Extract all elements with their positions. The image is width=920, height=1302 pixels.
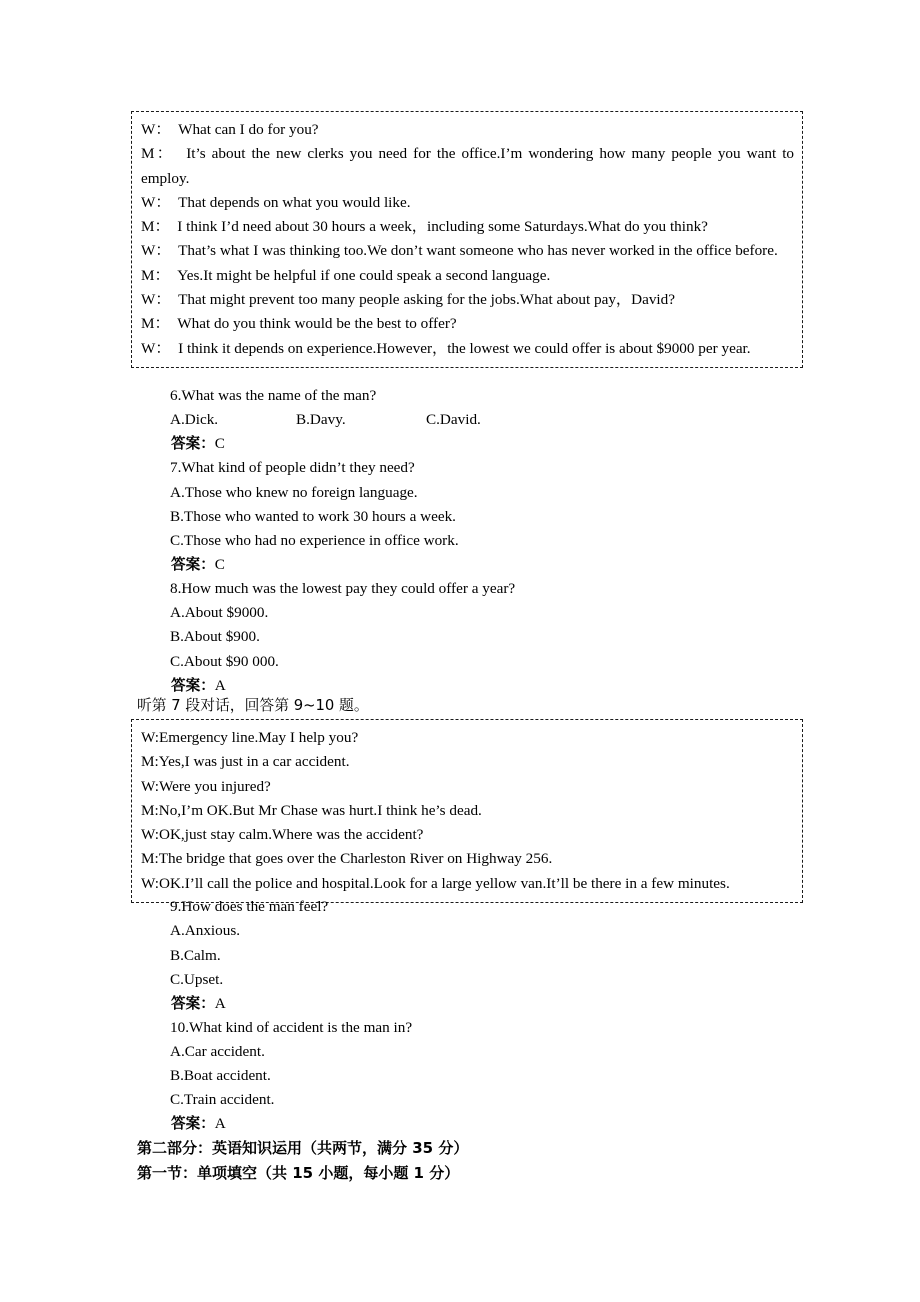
dialogue-text: I think I’d need about 30 hours a week，including some Saturdays.What do you think? [177,218,708,236]
question-9-answer [171,992,226,1016]
speaker-label: W： [141,193,171,211]
dialogue-line: M:The bridge that goes over the Charleston River on Highway 256. [141,850,553,868]
speaker-label: M： [141,218,170,236]
dialogue-line [141,142,794,191]
dialogue-text: What can I do for you? [178,121,319,138]
dialogue-text: It’s about the new clerks you need for the office.I’m wondering how many people you want to employ. [141,145,795,187]
dialogue-text: I think it depends on experience.However，the lowest we could offer is about $9000 per year. [178,339,751,357]
question-10-option-b[interactable]: B.Boat accident. [170,1067,271,1084]
answer-value: C [214,435,225,452]
dialogue-line [141,191,794,215]
question-7-option-c[interactable]: C.Those who had no experience in office work. [170,532,459,549]
question-8-option-a[interactable]: A.About $9000. [170,604,269,621]
dialogue-line: M:No,I’m OK.But Mr Chase was hurt.I think he’s dead. [141,801,482,819]
dialogue-text: Yes.It might be helpful if one could speak a second language. [177,266,551,284]
question-10-answer [171,1112,226,1136]
answer-value: A [214,677,226,694]
question-6-options [170,408,730,432]
question-7-option-b[interactable]: B.Those who wanted to work 30 hours a week. [170,508,456,525]
dialogue-line [141,337,794,361]
speaker-label: W： [141,242,171,260]
question-7-stem: 7.What kind of people didn’t they need? [170,459,415,476]
dialogue-line [141,312,794,336]
dialogue-line [141,118,794,142]
question-10-option-a[interactable]: A.Car accident. [170,1043,265,1060]
speaker-label: M： [141,266,170,284]
answer-label: 答案： [171,677,215,694]
dialogue-line: M:Yes,I was just in a car accident. [141,753,350,771]
speaker-label: W： [141,339,171,357]
question-6-option-a[interactable]: A.Dick. [170,411,219,428]
question-6-answer [171,432,225,456]
speaker-label: M： [141,145,175,163]
listening-instruction: 听第 7 段对话，回答第 9~10 题。 [137,697,369,714]
question-10-stem: 10.What kind of accident is the man in? [170,1019,413,1036]
dialogue-line: W:Were you injured? [141,777,271,795]
question-8-stem: 8.How much was the lowest pay they could offer a year? [170,580,516,597]
answer-label: 答案： [171,435,215,452]
dialogue-line: W:OK,just stay calm.Where was the accident? [141,826,424,844]
transcript-box-dialogue-6-8 [131,111,803,368]
question-7-option-a[interactable]: A.Those who knew no foreign language. [170,484,418,501]
answer-label: 答案： [171,556,215,573]
question-7-answer [171,553,225,577]
question-8-option-b[interactable]: B.About $900. [170,628,260,645]
transcript-box-dialogue-9-10 [131,719,803,903]
answer-label: 答案： [171,1115,215,1132]
question-6-option-c[interactable]: C.David. [426,411,481,428]
answer-value: A [214,1115,226,1132]
question-6-option-b[interactable]: B.Davy. [296,411,346,428]
dialogue-line: W:Emergency line.May I help you? [141,729,359,746]
dialogue-line [141,288,794,312]
answer-label: 答案： [171,995,215,1012]
part-two-heading: 第二部分：英语知识运用（共两节，满分 35 分） [137,1139,469,1157]
question-9-option-b[interactable]: B.Calm. [170,947,221,964]
answer-value: C [214,556,225,573]
question-9-option-a[interactable]: A.Anxious. [170,922,241,939]
answer-value: A [214,995,226,1012]
question-10-option-c[interactable]: C.Train accident. [170,1091,275,1108]
speaker-label: W： [141,121,171,138]
question-8-option-c[interactable]: C.About $90 000. [170,653,279,670]
dialogue-text: What do you think would be the best to offer? [177,315,457,333]
dialogue-line [141,239,794,263]
dialogue-text: That depends on what you would like. [178,193,411,211]
question-9-option-c[interactable]: C.Upset. [170,971,224,988]
dialogue-line [141,215,794,239]
dialogue-line [141,264,794,288]
speaker-label: W： [141,291,171,309]
question-6-stem: 6.What was the name of the man? [170,387,377,404]
dialogue-text: That’s what I was thinking too.We don’t want someone who has never worked in the office before. [178,242,778,260]
question-9-stem: 9.How does the man feel? [170,898,329,915]
speaker-label: M： [141,315,170,333]
section-one-heading: 第一节：单项填空（共 15 小题，每小题 1 分） [137,1164,460,1182]
dialogue-text: That might prevent too many people asking for the jobs.What about pay，David? [178,291,675,309]
dialogue-line: W:OK.I’ll call the police and hospital.Look for a large yellow van.It’ll be there in a few minutes. [141,874,730,892]
